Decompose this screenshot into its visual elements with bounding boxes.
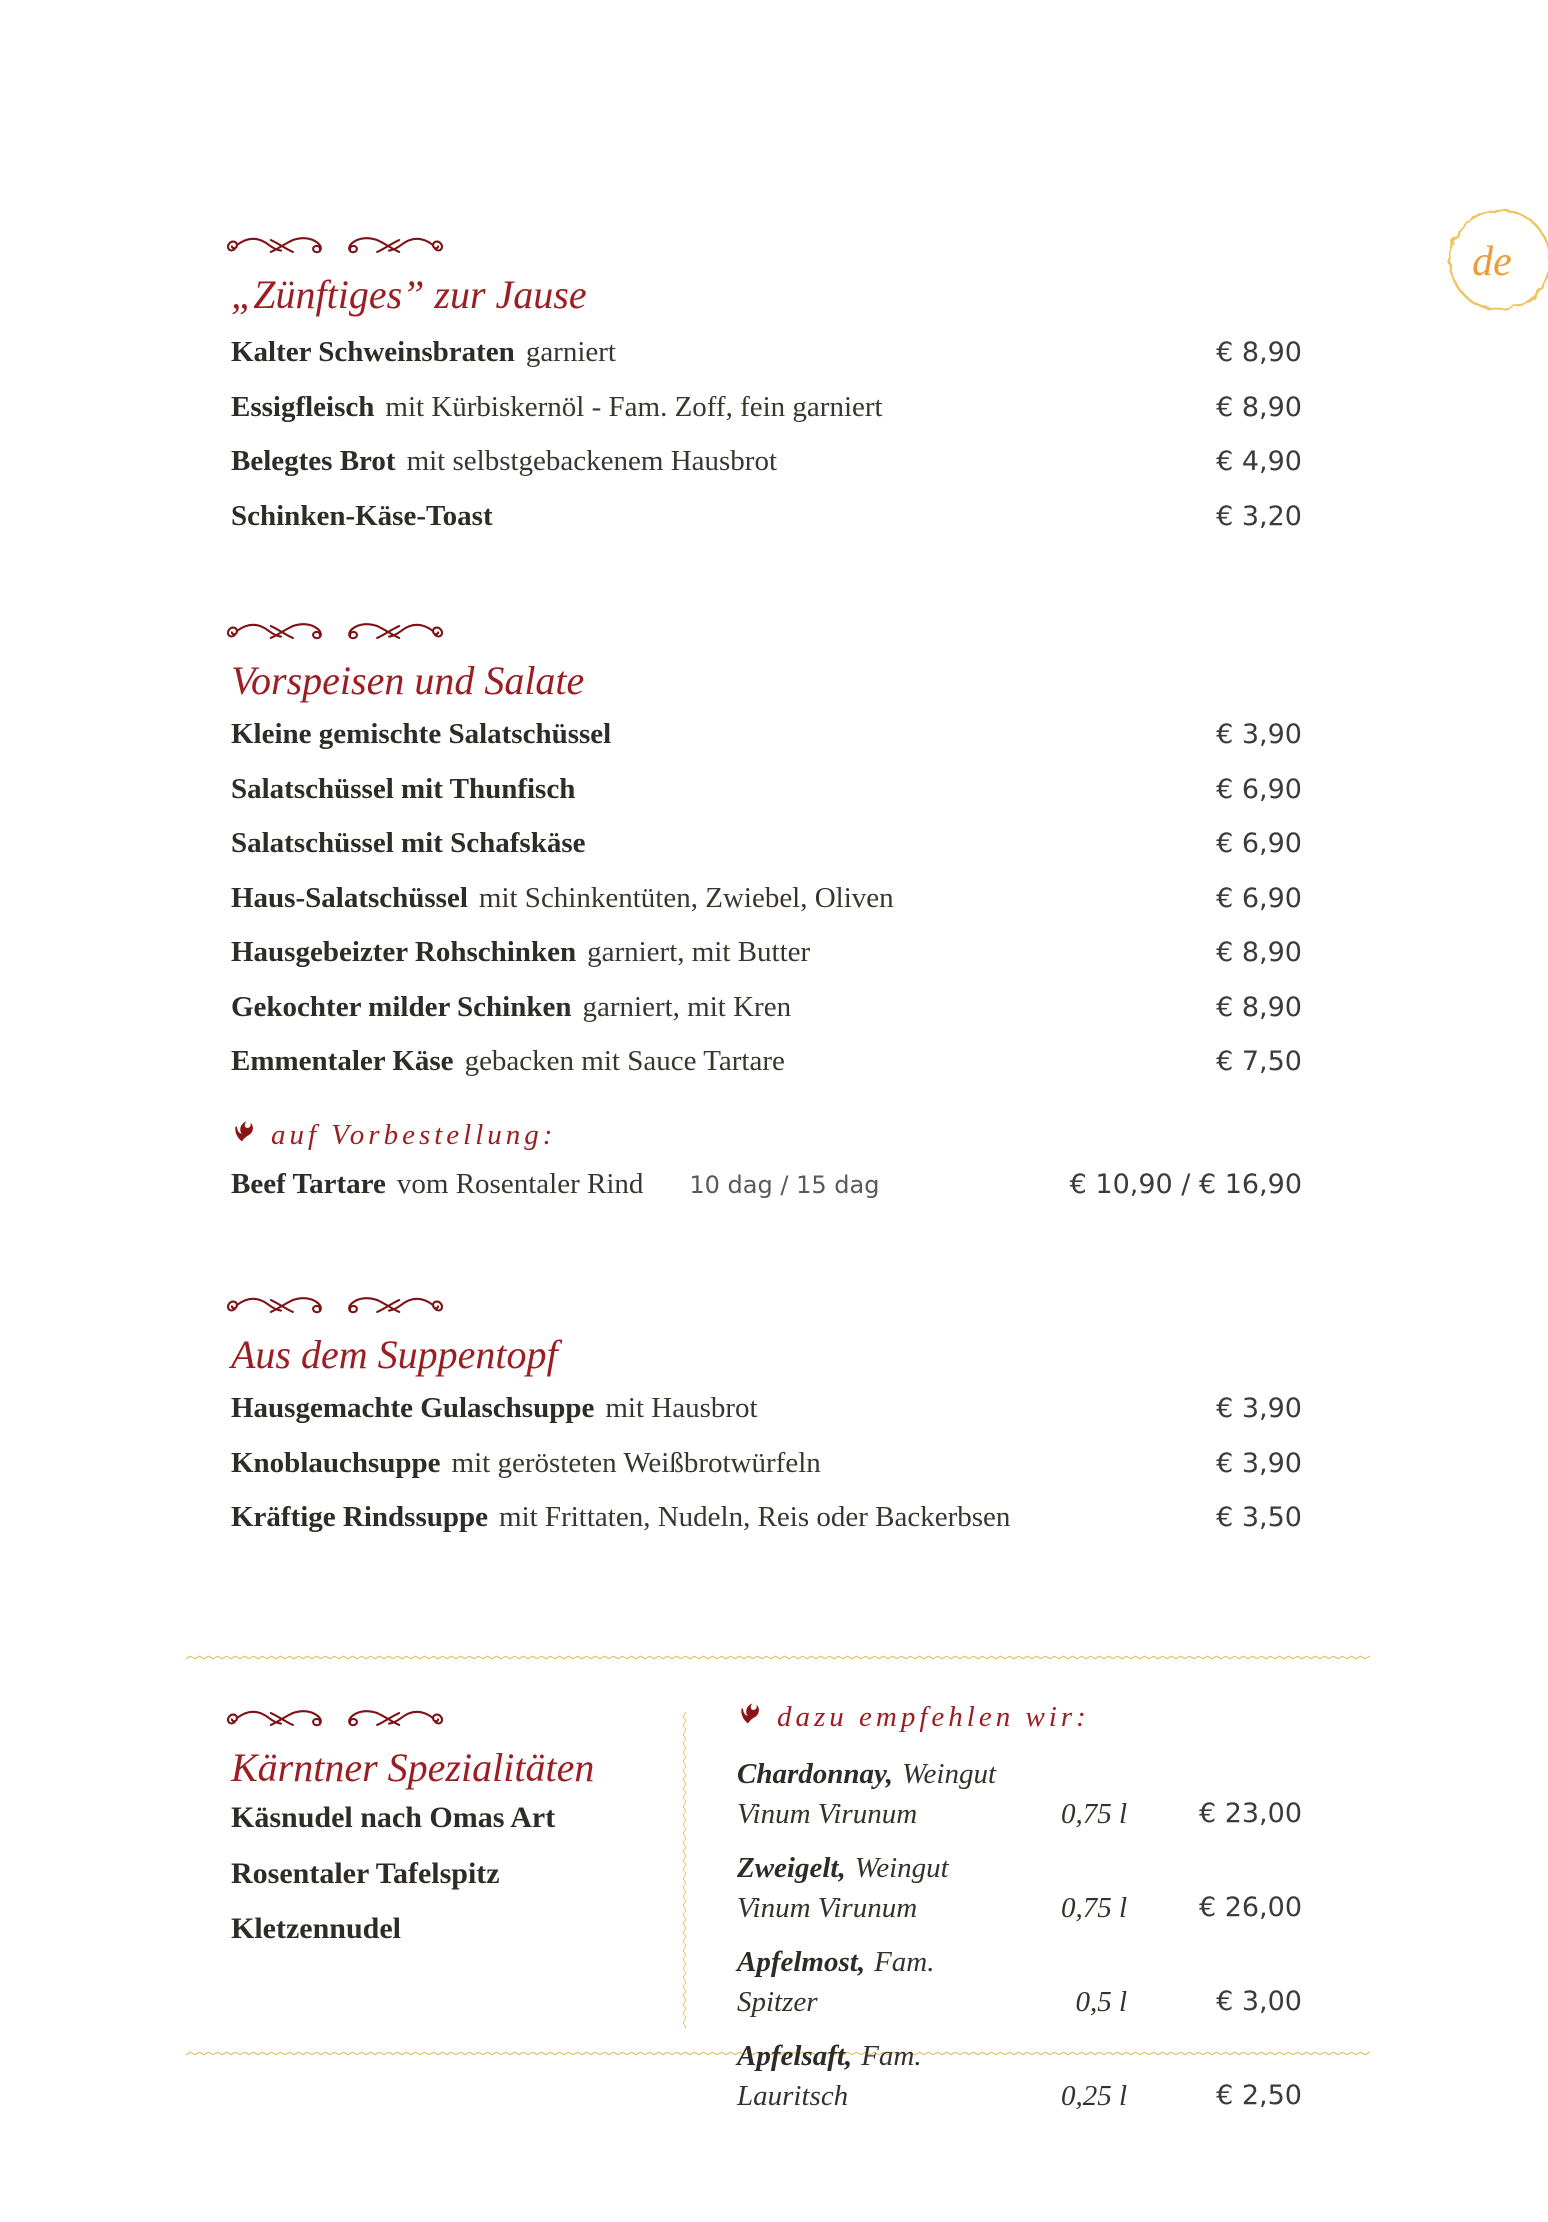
wine-producer: Fam. Spitzer xyxy=(737,1946,935,2018)
item-name: Emmentaler Käse xyxy=(231,1045,454,1077)
column-separator xyxy=(681,1712,688,2028)
menu-item-list xyxy=(231,1392,1302,1556)
wine-price: € 23,00 xyxy=(1198,1798,1302,1829)
menu-item-list xyxy=(231,718,1302,1100)
wine-row xyxy=(737,1754,1302,1834)
special-item-row xyxy=(231,1801,661,1857)
wine-name: Apfelmost, xyxy=(737,1946,866,1978)
flourish-ornament-icon xyxy=(225,1707,445,1731)
preorder-note xyxy=(231,1116,1302,1223)
wine-producer: Weingut xyxy=(854,1852,949,1884)
item-desc: garniert, mit Kren xyxy=(582,990,792,1023)
menu-item-row xyxy=(231,991,1302,1046)
item-portions: 10 dag / 15 dag xyxy=(689,1170,880,1199)
item-price: € 6,90 xyxy=(1216,773,1302,805)
item-price: € 4,90 xyxy=(1216,446,1302,477)
flourish-ornament-icon xyxy=(225,620,445,644)
recommendations-section xyxy=(737,1698,1302,2116)
wine-price: € 3,00 xyxy=(1216,1986,1302,2017)
menu-item-list xyxy=(231,336,1302,554)
wine-row xyxy=(737,1848,1302,1928)
wine-name: Chardonnay, xyxy=(737,1758,894,1790)
wine-producer-line2: Vinum Virunum xyxy=(737,1798,918,1830)
item-price: € 10,90 / € 16,90 xyxy=(1069,1168,1302,1200)
wine-producer-line2: Vinum Virunum xyxy=(737,1892,918,1924)
wine-name: Zweigelt, xyxy=(737,1852,846,1884)
wine-producer: Weingut xyxy=(902,1758,997,1790)
specials-section xyxy=(231,1707,661,1968)
item-name: Schinken-Käse-Toast xyxy=(231,499,493,532)
item-desc: mit Schinkentüten, Zwiebel, Oliven xyxy=(478,881,894,914)
item-name: Knoblauchsuppe xyxy=(231,1446,441,1479)
item-desc: vom Rosentaler Rind xyxy=(396,1167,644,1200)
item-name: Salatschüssel mit Thunfisch xyxy=(231,772,576,805)
menu-item-row xyxy=(231,773,1302,828)
item-price: € 8,90 xyxy=(1216,337,1302,368)
item-desc: garniert, mit Butter xyxy=(587,936,811,968)
wine-volume: 0,25 l xyxy=(1060,2080,1127,2112)
menu-item-row xyxy=(231,445,1302,500)
menu-section-vorspeisen xyxy=(231,620,1302,1222)
item-price: € 7,50 xyxy=(1216,1046,1302,1077)
wine-volume: 0,75 l xyxy=(1060,1892,1127,1924)
menu-item-row xyxy=(231,718,1302,773)
item-desc: mit gerösteten Weißbrotwürfeln xyxy=(451,1446,821,1479)
item-price: € 3,90 xyxy=(1216,719,1302,750)
preorder-label: auf Vorbestellung: xyxy=(231,1116,1302,1154)
item-name: Belegtes Brot xyxy=(231,445,396,477)
item-price: € 8,90 xyxy=(1216,937,1302,968)
item-name: Kletzennudel xyxy=(231,1912,401,1945)
special-item-row xyxy=(231,1912,661,1968)
item-desc: mit Frittaten, Nudeln, Reis oder Backerbsen xyxy=(499,1501,1011,1533)
wine-price: € 2,50 xyxy=(1216,2080,1302,2111)
item-desc: mit Hausbrot xyxy=(605,1392,758,1424)
item-price: € 3,50 xyxy=(1216,1502,1302,1533)
wine-volume: 0,75 l xyxy=(1060,1798,1127,1830)
fleuron-icon xyxy=(734,1696,765,1737)
menu-item-row xyxy=(231,936,1302,991)
item-price: € 3,90 xyxy=(1216,1393,1302,1424)
specials-title: Kärntner Spezialitäten xyxy=(231,1745,595,1790)
menu-item-row xyxy=(231,336,1302,391)
item-price: € 6,90 xyxy=(1216,828,1302,859)
language-badge-label: de xyxy=(1472,239,1512,285)
wine-volume: 0,5 l xyxy=(1075,1986,1127,2018)
recommendations-label: dazu empfehlen wir: xyxy=(737,1698,1302,1736)
section-title: Vorspeisen und Salate xyxy=(231,658,585,703)
item-desc: mit selbstgebackenem Hausbrot xyxy=(406,445,778,477)
item-name: Rosentaler Tafelspitz xyxy=(231,1856,500,1890)
menu-item-row xyxy=(231,391,1302,446)
item-name: Hausgemachte Gulaschsuppe xyxy=(231,1392,595,1424)
menu-item-row xyxy=(231,500,1302,555)
flourish-ornament-icon xyxy=(225,1294,445,1318)
wine-row xyxy=(737,2036,1302,2116)
menu-section-suppen xyxy=(231,1294,1302,1556)
item-name: Haus-Salatschüssel xyxy=(231,881,468,914)
item-name: Käsnudel nach Omas Art xyxy=(231,1801,556,1834)
wine-name: Apfelsaft, xyxy=(737,2040,853,2072)
special-item-row xyxy=(231,1857,661,1913)
dashed-divider xyxy=(186,1654,1370,1661)
item-desc: garniert xyxy=(525,336,616,368)
item-name: Kalter Schweinsbraten xyxy=(231,336,515,368)
menu-item-row xyxy=(231,882,1302,937)
wine-row xyxy=(737,1942,1302,2022)
specials-list xyxy=(231,1801,661,1968)
menu-item-row xyxy=(231,1045,1302,1100)
menu-item-row xyxy=(231,827,1302,882)
menu-item-row xyxy=(231,1447,1302,1502)
flourish-ornament-icon xyxy=(225,234,445,258)
wine-price: € 26,00 xyxy=(1198,1892,1302,1923)
section-title: Aus dem Suppentopf xyxy=(231,1332,558,1377)
menu-section-jause xyxy=(231,234,1302,554)
item-name: Gekochter milder Schinken xyxy=(231,990,572,1023)
item-price: € 8,90 xyxy=(1216,991,1302,1023)
item-price: € 3,90 xyxy=(1216,1447,1302,1479)
item-price: € 3,20 xyxy=(1216,500,1302,532)
menu-item-row xyxy=(231,1392,1302,1447)
wine-list xyxy=(737,1754,1302,2116)
item-name: Kleine gemischte Salatschüssel xyxy=(231,718,612,750)
item-price: € 8,90 xyxy=(1216,391,1302,423)
section-title: „Zünftiges” zur Jause xyxy=(231,272,587,317)
language-badge xyxy=(1444,204,1548,316)
item-desc: gebacken mit Sauce Tartare xyxy=(464,1045,785,1077)
fleuron-icon xyxy=(228,1114,259,1155)
item-name: Kräftige Rindssuppe xyxy=(231,1501,489,1533)
item-name: Essigfleisch xyxy=(231,390,375,423)
wine-producer: Fam. Lauritsch xyxy=(737,2040,922,2112)
item-name: Hausgebeizter Rohschinken xyxy=(231,936,577,968)
item-name: Salatschüssel mit Schafskäse xyxy=(231,827,586,859)
item-name: Beef Tartare xyxy=(231,1167,386,1200)
menu-item-row xyxy=(231,1168,1302,1223)
menu-item-row xyxy=(231,1501,1302,1556)
item-price: € 6,90 xyxy=(1216,882,1302,914)
item-desc: mit Kürbiskernöl - Fam. Zoff, fein garniert xyxy=(385,390,883,423)
